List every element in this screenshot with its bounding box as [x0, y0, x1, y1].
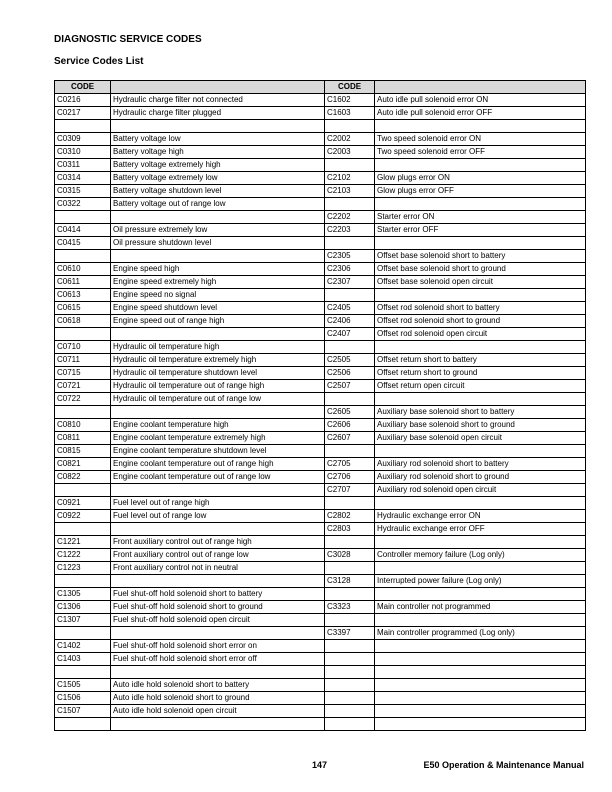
table-row	[55, 211, 586, 224]
code-right: C2002	[325, 133, 375, 146]
description-right: Auto idle pull solenoid error OFF	[375, 107, 586, 120]
description-left: Fuel level out of range high	[111, 497, 325, 510]
table-row	[55, 159, 586, 172]
code-left: C0611	[55, 276, 111, 289]
code-left: C0721	[55, 380, 111, 393]
description-left	[111, 666, 325, 679]
code-left: C1223	[55, 562, 111, 575]
code-left: C0821	[55, 458, 111, 471]
description-right	[375, 159, 586, 172]
code-right: C2506	[325, 367, 375, 380]
code-right	[325, 588, 375, 601]
description-left: Engine speed shutdown level	[111, 302, 325, 315]
table-row	[55, 536, 586, 549]
table-row	[55, 341, 586, 354]
table-row	[55, 367, 586, 380]
code-left: C1506	[55, 692, 111, 705]
code-right	[325, 705, 375, 718]
code-left	[55, 211, 111, 224]
description-left: Hydraulic charge filter plugged	[111, 107, 325, 120]
description-right	[375, 653, 586, 666]
description-left: Fuel shut-off hold solenoid short error on	[111, 640, 325, 653]
description-right: Main controller not programmed	[375, 601, 586, 614]
code-right: C2405	[325, 302, 375, 315]
table-row	[55, 523, 586, 536]
description-right: Offset return short to battery	[375, 354, 586, 367]
table-row	[55, 666, 586, 679]
code-left: C0414	[55, 224, 111, 237]
description-left	[111, 627, 325, 640]
code-left: C0822	[55, 471, 111, 484]
description-right: Offset base solenoid short to ground	[375, 263, 586, 276]
code-left: C0921	[55, 497, 111, 510]
description-left: Hydraulic charge filter not connected	[111, 94, 325, 107]
code-left: C1221	[55, 536, 111, 549]
table-row	[55, 653, 586, 666]
code-right	[325, 120, 375, 133]
code-left	[55, 666, 111, 679]
description-right: Starter error ON	[375, 211, 586, 224]
description-left: Hydraulic oil temperature out of range high	[111, 380, 325, 393]
description-left: Engine coolant temperature shutdown level	[111, 445, 325, 458]
code-right	[325, 289, 375, 302]
description-left: Battery voltage out of range low	[111, 198, 325, 211]
description-left: Battery voltage low	[111, 133, 325, 146]
description-left: Front auxiliary control out of range high	[111, 536, 325, 549]
code-left	[55, 120, 111, 133]
description-left: Engine coolant temperature out of range high	[111, 458, 325, 471]
code-right	[325, 666, 375, 679]
description-left: Auto idle hold solenoid open circuit	[111, 705, 325, 718]
description-right: Auxiliary base solenoid short to ground	[375, 419, 586, 432]
code-left: C1222	[55, 549, 111, 562]
description-right	[375, 640, 586, 653]
description-right: Offset rod solenoid short to ground	[375, 315, 586, 328]
description-right	[375, 705, 586, 718]
table-row	[55, 302, 586, 315]
code-left: C0815	[55, 445, 111, 458]
code-right	[325, 497, 375, 510]
description-left: Fuel shut-off hold solenoid open circuit	[111, 614, 325, 627]
description-left	[111, 523, 325, 536]
header-desc-left	[111, 81, 325, 94]
table-row	[55, 497, 586, 510]
description-left: Oil pressure shutdown level	[111, 237, 325, 250]
table-row	[55, 419, 586, 432]
code-right	[325, 159, 375, 172]
code-right: C2406	[325, 315, 375, 328]
description-right: Auxiliary base solenoid open circuit	[375, 432, 586, 445]
code-right	[325, 393, 375, 406]
code-right: C2305	[325, 250, 375, 263]
code-right: C3028	[325, 549, 375, 562]
code-left: C0310	[55, 146, 111, 159]
code-left: C1507	[55, 705, 111, 718]
description-right: Auto idle pull solenoid error ON	[375, 94, 586, 107]
description-right	[375, 289, 586, 302]
description-left: Fuel shut-off hold solenoid short error off	[111, 653, 325, 666]
code-right	[325, 445, 375, 458]
description-right	[375, 718, 586, 731]
code-left	[55, 406, 111, 419]
table-row	[55, 224, 586, 237]
table-row	[55, 146, 586, 159]
table-row	[55, 471, 586, 484]
code-left	[55, 250, 111, 263]
table-row	[55, 107, 586, 120]
description-left: Battery voltage extremely high	[111, 159, 325, 172]
code-left: C0615	[55, 302, 111, 315]
description-left	[111, 250, 325, 263]
table-row	[55, 445, 586, 458]
code-left: C0216	[55, 94, 111, 107]
description-left: Hydraulic oil temperature high	[111, 341, 325, 354]
code-right: C1603	[325, 107, 375, 120]
code-left: C0314	[55, 172, 111, 185]
description-left: Oil pressure extremely low	[111, 224, 325, 237]
code-left: C0810	[55, 419, 111, 432]
page-title: DIAGNOSTIC SERVICE CODES	[54, 34, 202, 45]
description-right: Auxiliary rod solenoid short to ground	[375, 471, 586, 484]
table-row	[55, 627, 586, 640]
code-right	[325, 679, 375, 692]
description-right: Offset return open circuit	[375, 380, 586, 393]
description-left: Engine speed out of range high	[111, 315, 325, 328]
code-right: C2606	[325, 419, 375, 432]
description-right: Auxiliary rod solenoid open circuit	[375, 484, 586, 497]
table-row	[55, 393, 586, 406]
table-row	[55, 718, 586, 731]
code-right: C2706	[325, 471, 375, 484]
code-right: C2803	[325, 523, 375, 536]
code-right	[325, 198, 375, 211]
description-right: Offset base solenoid short to battery	[375, 250, 586, 263]
code-left: C0217	[55, 107, 111, 120]
description-right	[375, 562, 586, 575]
code-right: C2307	[325, 276, 375, 289]
description-right: Two speed solenoid error ON	[375, 133, 586, 146]
description-left	[111, 211, 325, 224]
description-left	[111, 484, 325, 497]
table-row	[55, 289, 586, 302]
description-right	[375, 536, 586, 549]
description-right	[375, 445, 586, 458]
description-right	[375, 341, 586, 354]
code-left	[55, 575, 111, 588]
header-desc-right	[375, 81, 586, 94]
code-right: C2802	[325, 510, 375, 523]
code-right: C2103	[325, 185, 375, 198]
code-right	[325, 237, 375, 250]
table-row	[55, 510, 586, 523]
table-row	[55, 263, 586, 276]
description-left: Fuel level out of range low	[111, 510, 325, 523]
table-row	[55, 640, 586, 653]
description-left	[111, 406, 325, 419]
table-row	[55, 458, 586, 471]
description-left: Front auxiliary control not in neutral	[111, 562, 325, 575]
description-right: Offset rod solenoid short to battery	[375, 302, 586, 315]
description-right	[375, 614, 586, 627]
description-right: Two speed solenoid error OFF	[375, 146, 586, 159]
description-right: Glow plugs error ON	[375, 172, 586, 185]
code-left: C0315	[55, 185, 111, 198]
table-row	[55, 588, 586, 601]
code-right: C3128	[325, 575, 375, 588]
code-left	[55, 484, 111, 497]
code-left: C0922	[55, 510, 111, 523]
code-left: C0711	[55, 354, 111, 367]
description-right: Main controller programmed (Log only)	[375, 627, 586, 640]
table-row	[55, 380, 586, 393]
description-right	[375, 588, 586, 601]
table-row	[55, 705, 586, 718]
code-right	[325, 562, 375, 575]
code-left: C0613	[55, 289, 111, 302]
code-right: C2607	[325, 432, 375, 445]
description-left: Front auxiliary control out of range low	[111, 549, 325, 562]
description-left	[111, 718, 325, 731]
code-right: C2202	[325, 211, 375, 224]
description-right: Starter error OFF	[375, 224, 586, 237]
table-body	[55, 94, 586, 731]
description-right: Controller memory failure (Log only)	[375, 549, 586, 562]
code-right: C2707	[325, 484, 375, 497]
table-row	[55, 484, 586, 497]
code-left: C1305	[55, 588, 111, 601]
description-right: Offset return short to ground	[375, 367, 586, 380]
description-right: Offset base solenoid open circuit	[375, 276, 586, 289]
code-left: C1402	[55, 640, 111, 653]
table-row	[55, 198, 586, 211]
code-right: C2605	[325, 406, 375, 419]
code-right	[325, 718, 375, 731]
table-row	[55, 679, 586, 692]
table-row	[55, 276, 586, 289]
manual-title: E50 Operation & Maintenance Manual	[423, 760, 584, 770]
code-left: C0309	[55, 133, 111, 146]
table-row	[55, 328, 586, 341]
description-left: Engine speed extremely high	[111, 276, 325, 289]
description-right: Offset rod solenoid open circuit	[375, 328, 586, 341]
description-right: Glow plugs error OFF	[375, 185, 586, 198]
table-row	[55, 133, 586, 146]
code-left: C0322	[55, 198, 111, 211]
description-right: Hydraulic exchange error OFF	[375, 523, 586, 536]
description-left: Fuel shut-off hold solenoid short to battery	[111, 588, 325, 601]
code-right: C2507	[325, 380, 375, 393]
header-code-right: CODE	[325, 81, 375, 94]
description-right: Auxiliary base solenoid short to battery	[375, 406, 586, 419]
table-row	[55, 562, 586, 575]
table-row	[55, 354, 586, 367]
table-row	[55, 575, 586, 588]
code-right: C2306	[325, 263, 375, 276]
code-left: C1307	[55, 614, 111, 627]
table-row	[55, 432, 586, 445]
description-right	[375, 666, 586, 679]
table-row	[55, 120, 586, 133]
table-row	[55, 692, 586, 705]
description-left: Battery voltage shutdown level	[111, 185, 325, 198]
code-right: C2505	[325, 354, 375, 367]
description-left: Engine coolant temperature extremely high	[111, 432, 325, 445]
code-left: C1505	[55, 679, 111, 692]
table-row	[55, 172, 586, 185]
table-row	[55, 94, 586, 107]
description-left: Fuel shut-off hold solenoid short to ground	[111, 601, 325, 614]
description-right	[375, 497, 586, 510]
description-right	[375, 120, 586, 133]
description-right: Hydraulic exchange error ON	[375, 510, 586, 523]
description-left: Hydraulic oil temperature out of range low	[111, 393, 325, 406]
code-right: C1602	[325, 94, 375, 107]
code-left	[55, 523, 111, 536]
description-right	[375, 393, 586, 406]
code-right: C2407	[325, 328, 375, 341]
header-code-left: CODE	[55, 81, 111, 94]
code-left: C0710	[55, 341, 111, 354]
table-row	[55, 614, 586, 627]
code-left: C0415	[55, 237, 111, 250]
description-left: Engine coolant temperature out of range low	[111, 471, 325, 484]
description-left: Auto idle hold solenoid short to battery	[111, 679, 325, 692]
code-left	[55, 718, 111, 731]
code-left: C0722	[55, 393, 111, 406]
code-right	[325, 341, 375, 354]
code-left	[55, 328, 111, 341]
description-right	[375, 237, 586, 250]
code-right: C2102	[325, 172, 375, 185]
code-right	[325, 653, 375, 666]
description-right	[375, 692, 586, 705]
description-right	[375, 198, 586, 211]
table-row	[55, 237, 586, 250]
code-right: C3323	[325, 601, 375, 614]
code-right	[325, 536, 375, 549]
description-right: Interrupted power failure (Log only)	[375, 575, 586, 588]
description-right: Auxiliary rod solenoid short to battery	[375, 458, 586, 471]
code-right	[325, 692, 375, 705]
description-left: Engine speed no signal	[111, 289, 325, 302]
table-row	[55, 549, 586, 562]
description-left	[111, 328, 325, 341]
description-left: Hydraulic oil temperature extremely high	[111, 354, 325, 367]
table-row	[55, 185, 586, 198]
service-codes-table	[54, 80, 586, 731]
table-row	[55, 601, 586, 614]
code-right	[325, 640, 375, 653]
description-left	[111, 120, 325, 133]
description-left: Engine speed high	[111, 263, 325, 276]
code-right: C2705	[325, 458, 375, 471]
code-left: C0311	[55, 159, 111, 172]
description-left: Battery voltage extremely low	[111, 172, 325, 185]
description-right	[375, 679, 586, 692]
code-left	[55, 627, 111, 640]
table-header-row	[55, 81, 586, 94]
code-left: C1306	[55, 601, 111, 614]
code-left: C0610	[55, 263, 111, 276]
description-left: Hydraulic oil temperature shutdown level	[111, 367, 325, 380]
description-left: Engine coolant temperature high	[111, 419, 325, 432]
table-row	[55, 315, 586, 328]
code-left: C0811	[55, 432, 111, 445]
code-right: C2003	[325, 146, 375, 159]
description-left: Battery voltage high	[111, 146, 325, 159]
description-left	[111, 575, 325, 588]
section-subtitle: Service Codes List	[54, 56, 144, 67]
code-left: C1403	[55, 653, 111, 666]
code-right: C3397	[325, 627, 375, 640]
code-left: C0715	[55, 367, 111, 380]
table-row	[55, 250, 586, 263]
page-number: 147	[312, 760, 328, 770]
code-right: C2203	[325, 224, 375, 237]
description-left: Auto idle hold solenoid short to ground	[111, 692, 325, 705]
code-right	[325, 614, 375, 627]
table-row	[55, 406, 586, 419]
code-left: C0618	[55, 315, 111, 328]
